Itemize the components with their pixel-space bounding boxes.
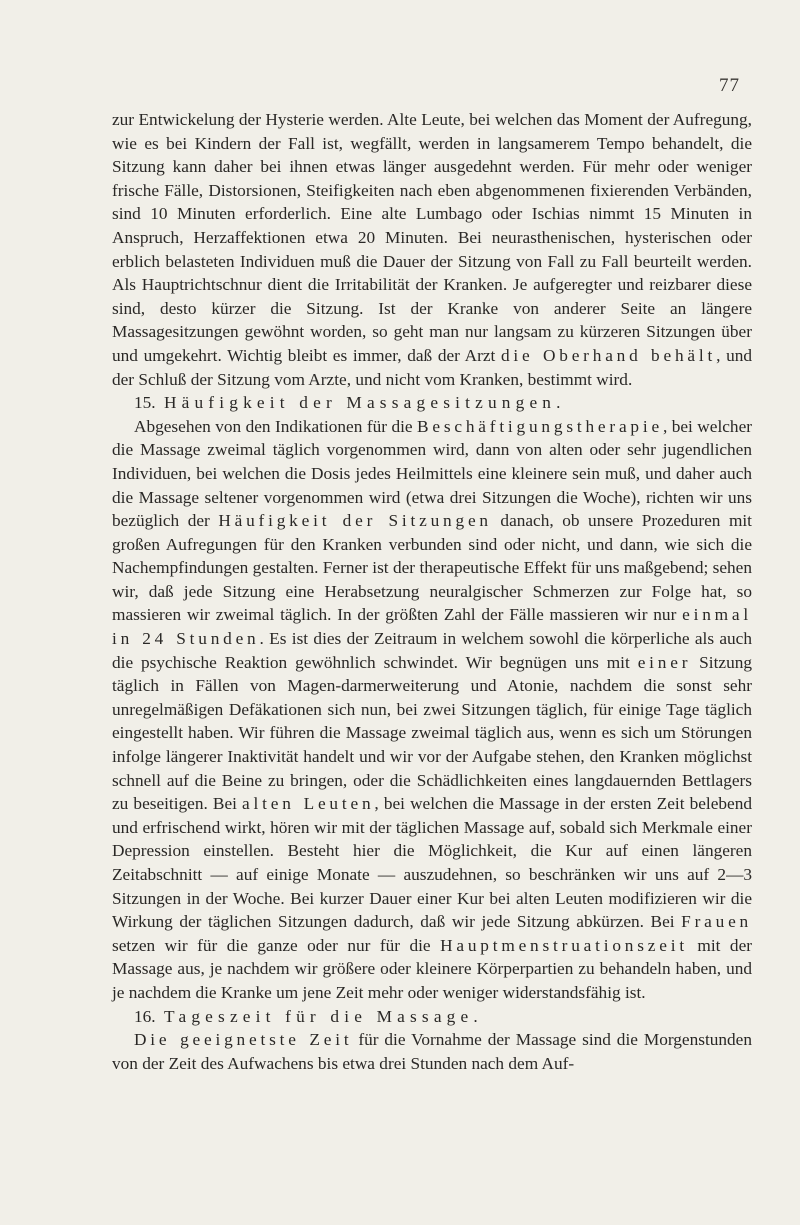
emphasis-text: einmal in 24 Stunden xyxy=(112,605,752,649)
paragraph-text: Abgesehen von den Indikationen für die xyxy=(134,416,418,436)
paragraph-text: . Es ist dies der Zeitraum in welchem sowohl die körperliche als auch die psychische Reaktion gewöhnlich schwindet. Wir begnügen uns mit xyxy=(112,629,752,672)
emphasis-text: Frauen xyxy=(681,912,752,932)
paragraph-text: setzen wir für die ganze oder nur für die xyxy=(112,935,441,955)
page-body xyxy=(112,108,752,1075)
paragraph-text: danach, ob unsere Prozeduren mit großen Aufregungen für den Kranken verbunden sind oder nicht, und dann, wie sich die Nachempfindungen gestalten. Ferner ist der therapeutische Effekt für uns maßgebend; sehen wir, daß jede Sitzung eine Herabsetzung neuralgischer Schmerzen zur Folge hat, so massieren wir zweimal täglich. In der größten Zahl der Fälle massieren wir nur xyxy=(112,511,752,625)
section-number: 16. xyxy=(134,1006,156,1026)
paragraph-text: , und der Schluß der Sitzung vom Arzte, und nicht vom Kranken, bestimmt wird. xyxy=(112,345,752,389)
paragraph-text: Sitzung täglich in Fällen von Magen-darmerweiterung und Atonie, nachdem die sonst sehr unregelmäßigen Defäkationen sich nun, bei zwei Sitzungen täglich, für einige Tage täglich eingestellt haben. Wir führen die Massage zweimal täglich aus, wenn es sich um Störungen infolge längerer Inaktivität handelt und wir vor der Aufgabe stehen, den Kranken möglichst schnell auf die Beine zu bringen, oder die Schädlichkeiten eines langdauernden Bettlagers zu beseitigen. Bei xyxy=(112,652,752,814)
paragraph-text: mit der Massage aus, je nachdem wir größere oder kleinere Körperpartien zu behandeln haben, und je nachdem die Kranke um jene Zeit mehr oder weniger widerstandsfähig ist. xyxy=(112,935,752,1002)
paragraph-text: für die Vornahme der Massage sind die Morgenstunden von der Zeit des Aufwachens bis etwa drei Stunden nach dem Auf- xyxy=(112,1030,752,1073)
paragraph-text: , bei welchen die Massage in der ersten Zeit belebend und erfrischend wirkt, hören wir mit der täglichen Massage auf, sobald sich Merkmale einer Depression einstellen. Besteht hier die Möglichkeit, die Kur auf einen längeren Zeitabschnitt — auf einige Monate — auszudehnen, so beschränken wir uns auf 2—3 Sitzungen in der Woche. Bei kurzer Dauer einer Kur bei alten Leuten modifizieren wir die Wirkung der täglichen Sitzungen dadurch, daß wir jede Sitzung abkürzen. Bei xyxy=(112,794,752,932)
emphasis-text: Die geeignetste Zeit xyxy=(134,1030,353,1050)
page-number: 77 xyxy=(719,75,740,96)
emphasis-text: Häufigkeit der Sitzungen xyxy=(218,511,492,531)
section-title: Tageszeit für die Massage. xyxy=(163,1006,483,1026)
emphasis-text: Hauptmenstruationszeit xyxy=(440,935,688,955)
emphasis-text: Beschäftigungstherapie xyxy=(417,416,663,436)
emphasis-text: einer xyxy=(637,652,692,672)
paragraph-duration xyxy=(112,108,752,391)
paragraph-time-of-day xyxy=(112,1028,752,1075)
emphasis-text: alten Leuten xyxy=(242,794,375,814)
section-title: Häufigkeit der Massagesitzungen. xyxy=(163,393,566,413)
section-heading-15 xyxy=(112,391,752,415)
paragraph-text: zur Entwickelung der Hysterie werden. Alte Leute, bei welchen das Moment der Aufregung, wie es bei Kindern der Fall ist, wegfällt, werden in langsamerem Tempo behandelt, die Sitzung kann daher bei ihnen etwas länger ausgedehnt werden. Für mehr oder weniger frische Fälle, Distorsionen, Steifigkeiten nach eben abgenommenen fixierenden Verbänden, sind 10 Minuten erforderlich. Eine alte Lumbago oder Ischias nimmt 15 Minuten in Anspruch, Herzaffektionen etwa 20 Minuten. Bei neurasthenischen, hysterischen oder erblich belasteten Individuen muß die Dauer der Sitzung von Fall zu Fall beurteilt werden. Als Hauptrichtschnur dient die Irritabilität der Kranken. Je aufgeregter und reizbarer diese sind, desto kürzer die Sitzung. Ist der Kranke von anderer Seite an längere Massagesitzungen gewöhnt worden, so geht man nur langsam zu kürzeren Sitzungen über und umgekehrt. Wichtig bleibt es immer, daß der Arzt xyxy=(112,110,752,365)
paragraph-frequency xyxy=(112,415,752,1005)
section-heading-16 xyxy=(112,1005,752,1029)
emphasis-text: die Oberhand behält xyxy=(500,345,717,365)
section-number: 15. xyxy=(134,393,156,413)
paragraph-text: , bei welcher die Massage zweimal täglich vorgenommen wird, dann von alten oder sehr jugendlichen Individuen, bei welchen die Dosis jedes Heilmittels eine kleinere sein muß, und daher auch die Massage seltener vorgenommen wird (etwa drei Sitzungen die Woche), richten wir uns bezüglich der xyxy=(112,416,752,531)
